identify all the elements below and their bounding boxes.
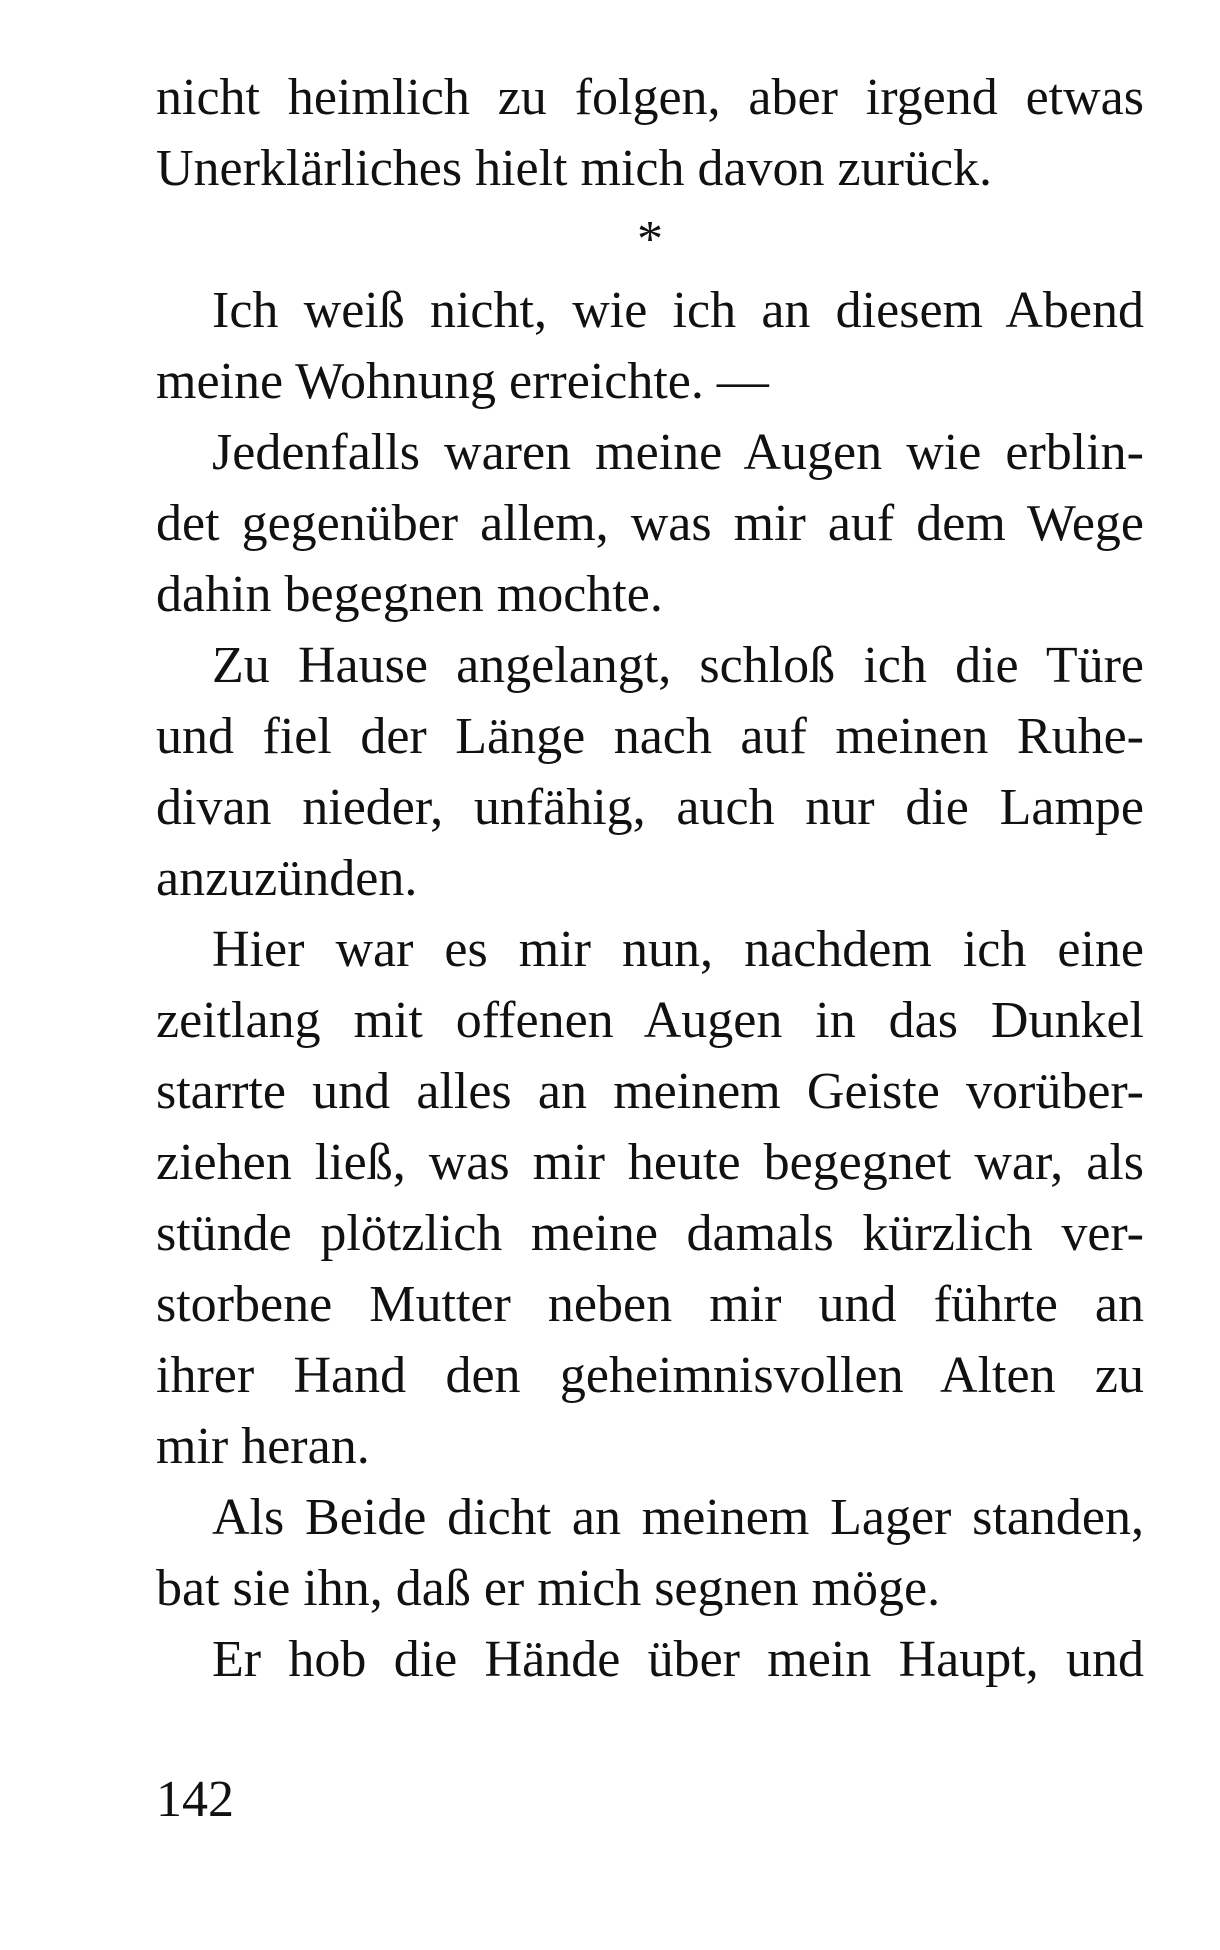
text-line: meine Wohnung erreichte. — (156, 353, 769, 410)
text-line: divan nieder, unfähig, auch nur die Lampe (156, 779, 1144, 836)
text-line: ziehen ließ, was mir heute begegnet war, als (156, 1134, 1144, 1191)
text-line: Unerklärliches hielt mich davon zurück. (156, 140, 993, 197)
text-line: Ich weiß nicht, wie ich an diesem Abend (212, 282, 1144, 339)
text-line: bat sie ihn, daß er mich segnen möge. (156, 1560, 941, 1617)
text-line: mir heran. (156, 1418, 370, 1475)
text-line: Als Beide dicht an meinem Lager standen, (212, 1489, 1144, 1546)
text-line: und fiel der Länge nach auf meinen Ruhe- (156, 708, 1144, 765)
body-text (156, 62, 1144, 1695)
text-line: Er hob die Hände über mein Haupt, und (212, 1631, 1144, 1688)
text-line: ihrer Hand den geheimnisvollen Alten zu (156, 1347, 1144, 1404)
text-line: stünde plötzlich meine damals kürzlich ver- (156, 1205, 1144, 1262)
text-line: det gegenüber allem, was mir auf dem Wege (156, 495, 1144, 552)
text-line: Jedenfalls waren meine Augen wie erblin- (212, 424, 1144, 481)
text-line: anzuzünden. (156, 850, 418, 907)
text-line: nicht heimlich zu folgen, aber irgend etwas (156, 69, 1144, 126)
text-line: Zu Hause angelangt, schloß ich die Türe (212, 637, 1144, 694)
text-line: dahin begegnen mochte. (156, 566, 663, 623)
page-number: 142 (156, 1771, 234, 1828)
text-line: storbene Mutter neben mir und führte an (156, 1276, 1144, 1333)
text-line: Hier war es mir nun, nachdem ich eine (212, 921, 1144, 978)
section-separator: * (637, 211, 663, 268)
text-line: zeitlang mit offenen Augen in das Dunkel (156, 992, 1144, 1049)
text-line: starrte und alles an meinem Geiste vorüber- (156, 1063, 1144, 1120)
